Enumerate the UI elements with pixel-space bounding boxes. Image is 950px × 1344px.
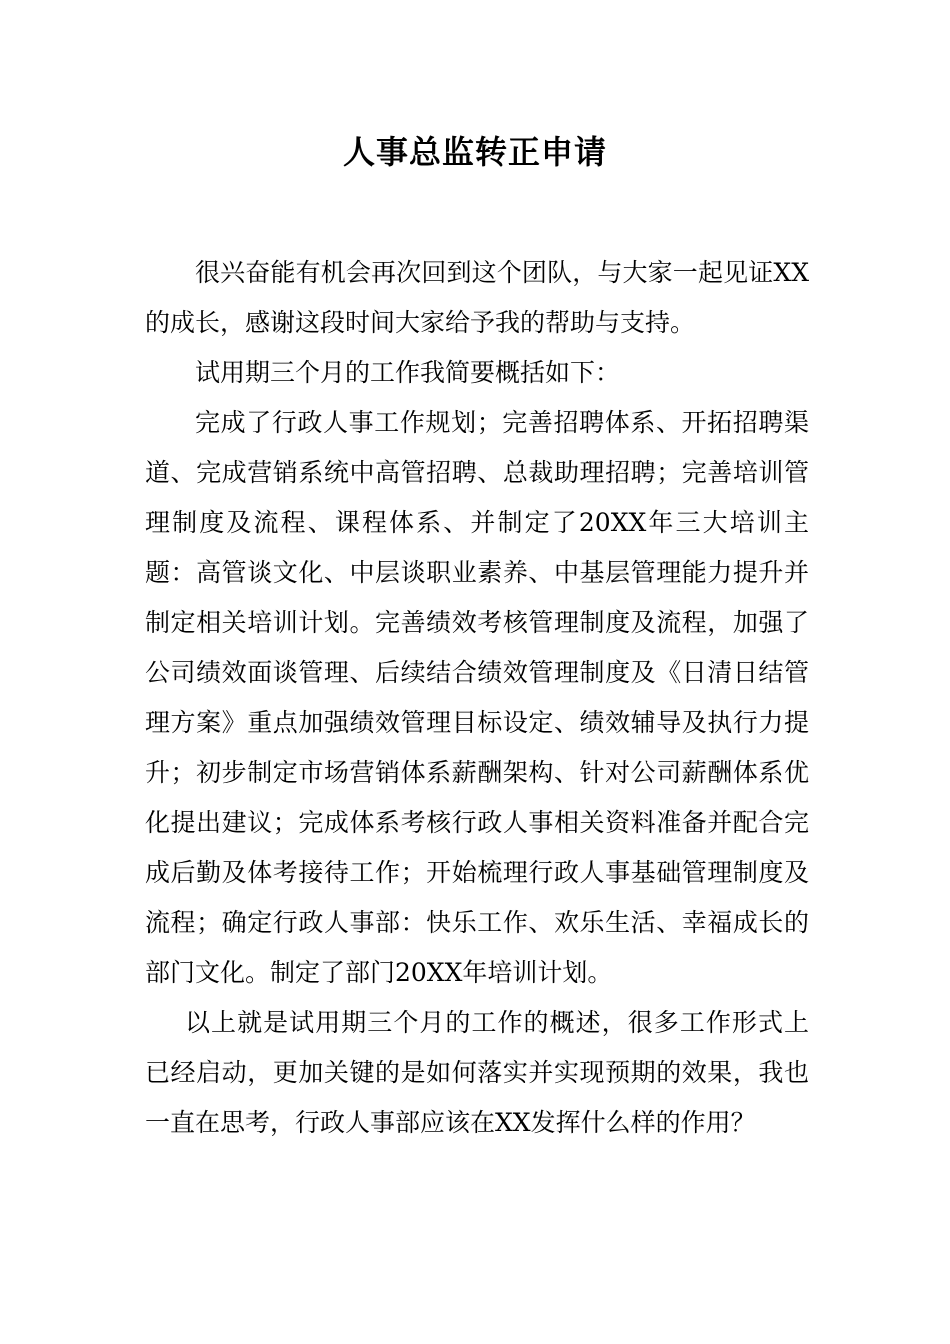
paragraph-summary-lead: 试用期三个月的工作我简要概括如下：	[195, 358, 621, 387]
document-title: 人事总监转正申请	[342, 133, 607, 171]
paragraph-intro: 很兴奋能有机会再次回到这个团队，与大家一起见证XX的成长，感谢这段时间大家给予我的帮助与支持。	[145, 258, 809, 337]
document-body	[145, 248, 809, 1148]
paragraph-reflection: 以上就是试用期三个月的工作的概述，很多工作形式上已经启动，更加关键的是如何落实并实现预期的效果，我也一直在思考，行政人事部应该在XX发挥什么样的作用？	[145, 1008, 809, 1137]
paragraph-work-details: 完成了行政人事工作规划；完善招聘体系、开拓招聘渠道、完成营销系统中高管招聘、总裁助理招聘；完善培训管理制度及流程、课程体系、并制定了20XX年三大培训主题：高管谈文化、中层谈职业素养、中基层管理能力提升并制定相关培训计划。完善绩效考核管理制度及流程，加强了公司绩效面谈管理、后续结合绩效管理制度及《日清日结管理方案》重点加强绩效管理目标设定、绩效辅导及执行力提升；初步制定市场营销体系薪酬架构、针对公司薪酬体系优化提出建议；完成体系考核行政人事相关资料准备并配合完成后勤及体考接待工作；开始梳理行政人事基础管理制度及流程；确定行政人事部：快乐工作、欢乐生活、幸福成长的部门文化。制定了部门20XX年培训计划。	[145, 408, 809, 987]
